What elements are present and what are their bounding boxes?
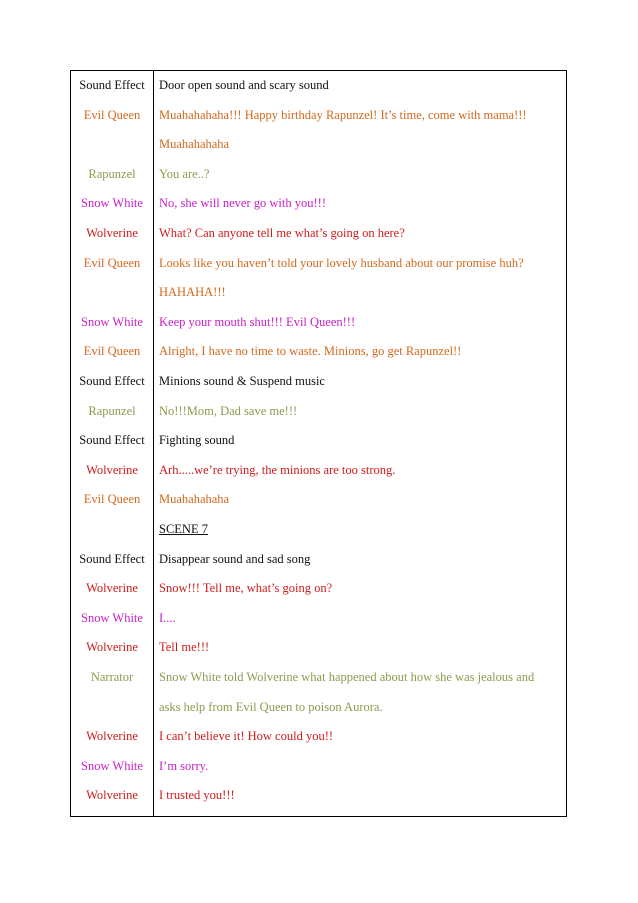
speaker-name: Evil Queen <box>83 344 141 359</box>
script-row <box>71 223 566 243</box>
speaker-name: Snow White <box>81 196 143 211</box>
dialogue-line: I.... <box>159 610 176 625</box>
speaker-name: Snow White <box>81 610 143 625</box>
speaker-name: Wolverine <box>86 226 138 240</box>
script-row <box>71 608 566 628</box>
speaker-name: Sound Effect <box>79 551 145 566</box>
script-row <box>71 164 566 184</box>
speaker-name: Wolverine <box>86 640 138 655</box>
speaker-name: Narrator <box>90 670 134 684</box>
dialogue-line: Arh.....we’re trying, the minions are too strong. <box>159 462 396 477</box>
script-row <box>71 460 566 480</box>
speaker-name: Snow White <box>81 314 143 329</box>
dialogue-line: No, she will never go with you!!! <box>159 196 326 211</box>
script-row <box>71 401 566 421</box>
dialogue-line: Muahahahaha <box>159 492 230 507</box>
dialogue-line: Looks like you haven’t told your lovely husband about our promise huh? <box>159 255 524 270</box>
script-row <box>71 430 566 450</box>
script-row <box>71 134 566 154</box>
dialogue-line: Muahahahaha!!! Happy birthday Rapunzel! It’s time, come with mama!!! <box>159 107 527 122</box>
script-row <box>71 519 566 539</box>
speaker-name: Rapunzel <box>88 166 136 181</box>
script-row <box>71 667 566 687</box>
script-row <box>71 549 566 569</box>
dialogue-line: Minions sound & Suspend music <box>159 374 325 388</box>
dialogue-line: HAHAHA!!! <box>159 285 226 300</box>
dialogue-line: I can’t believe it! How could you!! <box>159 729 334 744</box>
speaker-name: Sound Effect <box>79 374 145 388</box>
dialogue-line: asks help from Evil Queen to poison Aurora. <box>159 699 383 714</box>
script-row <box>71 785 566 805</box>
speaker-name: Evil Queen <box>83 255 141 270</box>
dialogue-line: Snow White told Wolverine what happened about how she was jealous and <box>159 670 535 684</box>
speaker-name: Wolverine <box>86 581 138 596</box>
script-row <box>71 312 566 332</box>
script-row <box>71 637 566 657</box>
dialogue-line: Disappear sound and sad song <box>159 551 311 566</box>
script-row <box>71 489 566 509</box>
script-row <box>71 756 566 776</box>
dialogue-line: I’m sorry. <box>159 758 209 773</box>
script-row <box>71 341 566 361</box>
dialogue-line: What? Can anyone tell me what’s going on here? <box>159 226 405 240</box>
script-row <box>71 578 566 598</box>
speaker-name: Evil Queen <box>83 107 141 122</box>
speaker-name: Wolverine <box>86 729 138 744</box>
speaker-name: Wolverine <box>86 462 138 477</box>
dialogue-line: Muahahahaha <box>159 137 230 152</box>
dialogue-line: Keep your mouth shut!!! Evil Queen!!! <box>159 314 356 329</box>
dialogue-line: Fighting sound <box>159 433 235 448</box>
script-row <box>71 697 566 717</box>
script-row <box>71 726 566 746</box>
scene-heading: SCENE 7 <box>159 522 208 536</box>
speaker-name: Sound Effect <box>79 78 145 92</box>
dialogue-line: Alright, I have no time to waste. Minions, go get Rapunzel!! <box>159 344 462 359</box>
dialogue-line: You are..? <box>159 166 210 181</box>
speaker-name: Snow White <box>81 758 143 773</box>
script-table <box>70 70 567 817</box>
speaker-name: Rapunzel <box>88 403 136 418</box>
speaker-name: Wolverine <box>86 788 138 803</box>
script-row <box>71 282 566 302</box>
dialogue-line: No!!!Mom, Dad save me!!! <box>159 403 298 418</box>
speaker-name: Evil Queen <box>83 492 141 507</box>
script-row <box>71 105 566 125</box>
script-row <box>71 371 566 391</box>
script-row <box>71 75 566 95</box>
dialogue-line: Snow!!! Tell me, what’s going on? <box>159 581 333 596</box>
dialogue-line: Tell me!!! <box>159 640 210 655</box>
script-row <box>71 253 566 273</box>
speaker-name: Sound Effect <box>79 433 145 448</box>
script-row <box>71 193 566 213</box>
dialogue-line: Door open sound and scary sound <box>159 78 329 92</box>
dialogue-line: I trusted you!!! <box>159 788 235 803</box>
